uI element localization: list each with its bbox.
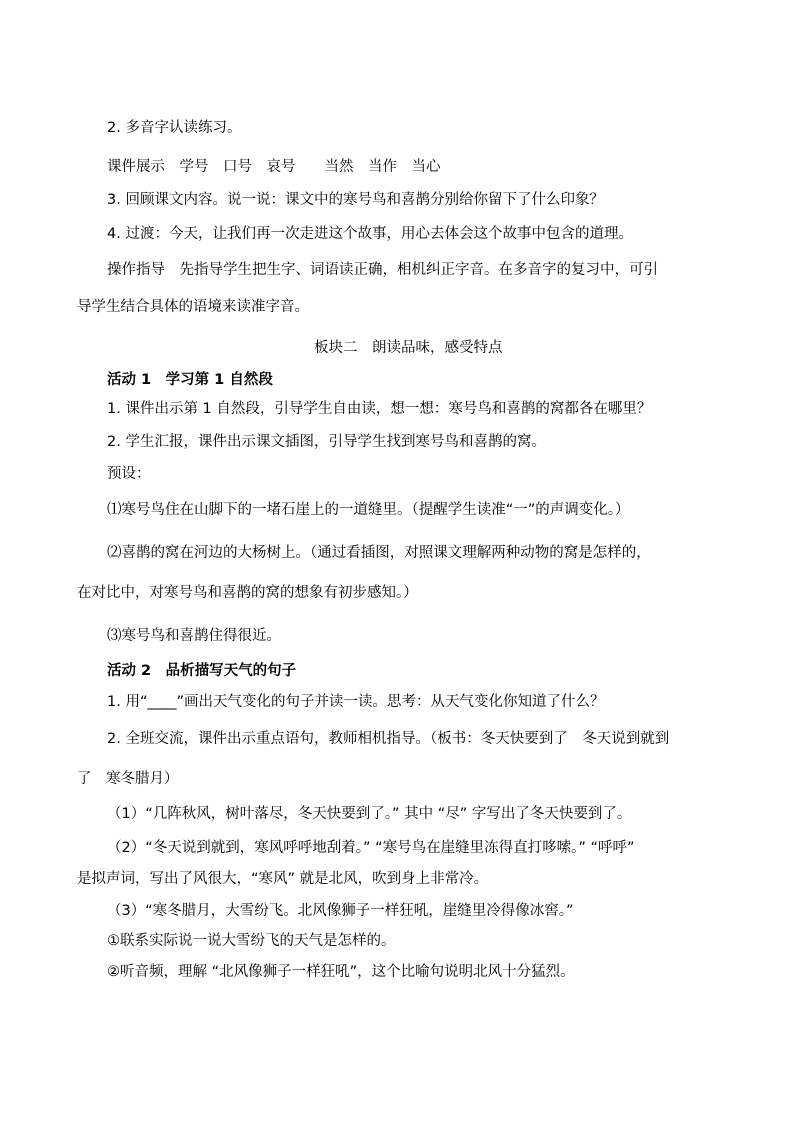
- text-line: ①联系实际说一说大雪纷飞的天气是怎样的。: [107, 933, 396, 949]
- text-line: ⑴寒号鸟住在山脚下的一堵石崖上的一道缝里。（提醒学生读准“一”的声调变化。）: [107, 502, 630, 518]
- text-line: （3）“寒冬腊月，大雪纷飞。北风像狮子一样狂吼，崖缝里冷得像冰窖。”: [107, 903, 574, 919]
- activity-heading: 活动 2 品析描写天气的句子: [107, 663, 297, 679]
- text-line: 课件展示 学号 口号 哀号 当然 当作 当心: [107, 159, 441, 175]
- text-line: 2. 全班交流，课件出示重点语句，教师相机指导。（板书：冬天快要到了 冬天说到就到: [107, 731, 670, 747]
- activity-heading: 活动 1 学习第 1 自然段: [107, 372, 273, 388]
- text-line: 2. 多音字认读练习。: [107, 120, 242, 136]
- text-line: 了 寒冬腊月）: [77, 771, 179, 787]
- text-line: 操作指导 先指导学生把生字、词语读正确，相机纠正字音。在多音字的复习中，可引: [107, 262, 658, 278]
- text-line: （2）“冬天说到就到，寒风呼呼地刮着。” “寒号鸟在崖缝里冻得直打哆嗦。” “呼呼”: [107, 840, 635, 856]
- text-line: 在对比中，对寒号鸟和喜鹊的窝的想象有初步感知。）: [77, 585, 418, 601]
- text-line: （1）“几阵秋风，树叶落尽，冬天快要到了。” 其中 “尽” 字写出了冬天快要到了。: [107, 806, 632, 822]
- text-line: ⑵喜鹊的窝在河边的大杨树上。（通过看插图，对照课文理解两种动物的窝是怎样的，: [107, 545, 651, 561]
- text-line: 4. 过渡：今天，让我们再一次走进这个故事，用心去体会这个故事中包含的道理。: [107, 226, 633, 242]
- text-line: 导学生结合具体的语境来读准字音。: [77, 299, 309, 315]
- text-line: 预设：: [107, 466, 151, 482]
- text-line: 1. 课件出示第 1 自然段，引导学生自由读，想一想：寒号鸟和喜鹊的窝都各在哪里？: [107, 401, 652, 417]
- text-line: 2. 学生汇报，课件出示课文插图，引导学生找到寒号鸟和喜鹊的窝。: [107, 434, 546, 450]
- text-line: 是拟声词，写出了风很大，“寒风” 就是北风，吹到身上非常冷。: [77, 871, 489, 887]
- text-line: ②听音频，理解 “北风像狮子一样狂吼”，这个比喻句说明北风十分猛烈。: [107, 964, 575, 980]
- text-line: 3. 回顾课文内容。说一说：课文中的寒号鸟和喜鹊分别给你留下了什么印象？: [107, 192, 604, 208]
- section-heading: 板块二 朗读品味，感受特点: [314, 340, 503, 356]
- text-line: 1. 用“____”画出天气变化的句子并读一读。思考：从天气变化你知道了什么？: [107, 694, 605, 710]
- text-line: ⑶寒号鸟和喜鹊住得很近。: [107, 628, 281, 644]
